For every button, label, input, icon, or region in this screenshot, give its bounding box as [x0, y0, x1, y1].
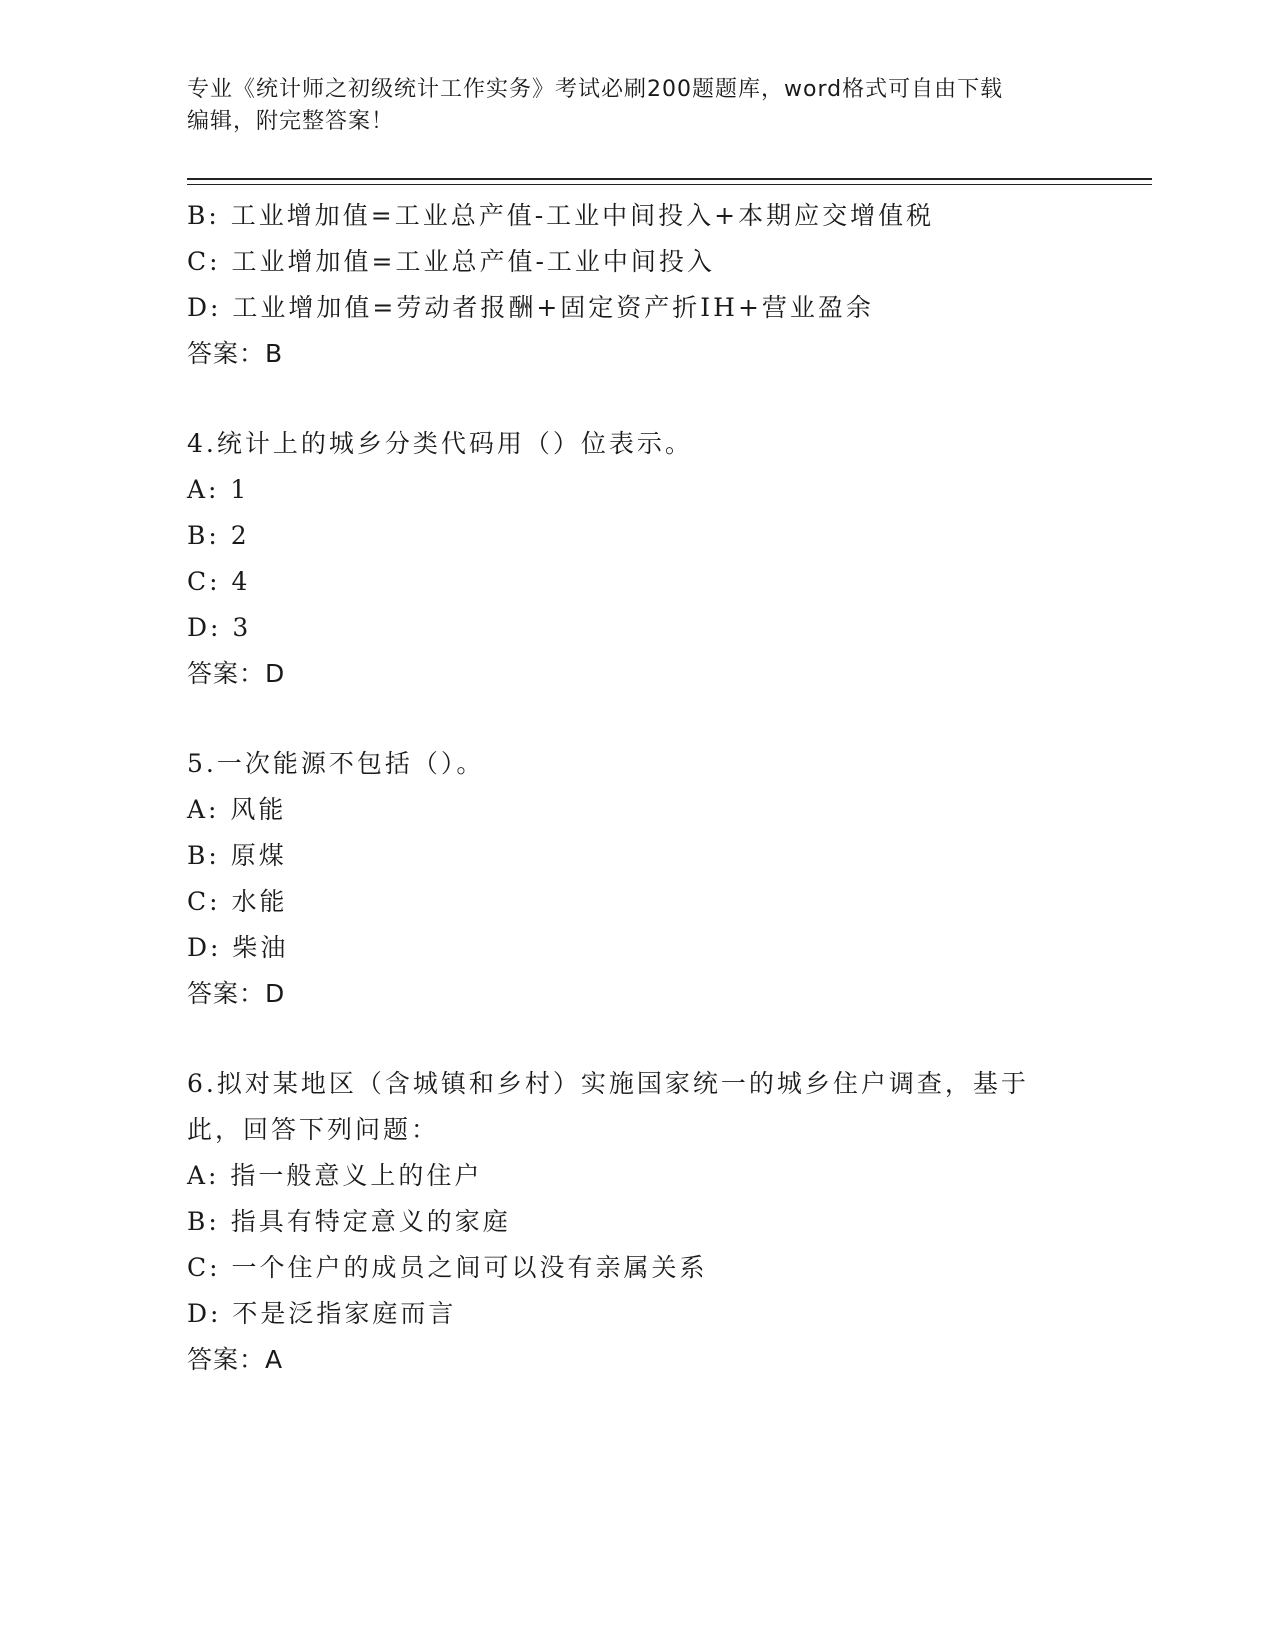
option-b: B: 工业增加值=工业总产值-工业中间投入+本期应交增值税 — [187, 201, 935, 230]
question-text: 6.拟对某地区（含城镇和乡村）实施国家统一的城乡住户调查，基于此，回答下列问题： — [187, 1069, 1029, 1144]
option-a: A: 1 — [187, 475, 250, 504]
header-divider-thin — [187, 184, 1152, 185]
option-a: A: 风能 — [187, 795, 287, 824]
header-line-1: 专业《统计师之初级统计工作实务》考试必刷200题题库，word格式可自由下载 — [187, 77, 1004, 102]
answer: 答案：D — [187, 979, 286, 1008]
option-d: D: 不是泛指家庭而言 — [187, 1299, 457, 1328]
option-c: C: 水能 — [187, 887, 288, 916]
question-list — [187, 193, 1087, 1383]
option-d: D: 柴油 — [187, 933, 289, 962]
option-b: B: 指具有特定意义的家庭 — [187, 1207, 511, 1236]
question-4-block — [187, 421, 1087, 697]
document-header — [187, 74, 1087, 138]
question-5-block — [187, 741, 1087, 1017]
answer: 答案：A — [187, 1345, 284, 1374]
question-6-block — [187, 1061, 1087, 1383]
question-text: 5.一次能源不包括（）。 — [187, 749, 485, 778]
question-text: 4.统计上的城乡分类代码用（）位表示。 — [187, 429, 693, 458]
option-b: B: 原煤 — [187, 841, 287, 870]
header-line-2: 编辑，附完整答案！ — [187, 109, 395, 134]
answer: 答案：D — [187, 659, 286, 688]
question-3-block — [187, 193, 1087, 377]
option-a: A: 指一般意义上的住户 — [187, 1161, 483, 1190]
header-divider-thick — [187, 178, 1152, 180]
option-c: C: 工业增加值=工业总产值-工业中间投入 — [187, 247, 715, 276]
option-c: C: 一个住户的成员之间可以没有亲属关系 — [187, 1253, 708, 1282]
answer: 答案：B — [187, 339, 284, 368]
option-c: C: 4 — [187, 567, 251, 596]
option-b: B: 2 — [187, 521, 250, 550]
option-d: D: 工业增加值=劳动者报酬+固定资产折IH+营业盈余 — [187, 293, 874, 322]
option-d: D: 3 — [187, 613, 252, 642]
